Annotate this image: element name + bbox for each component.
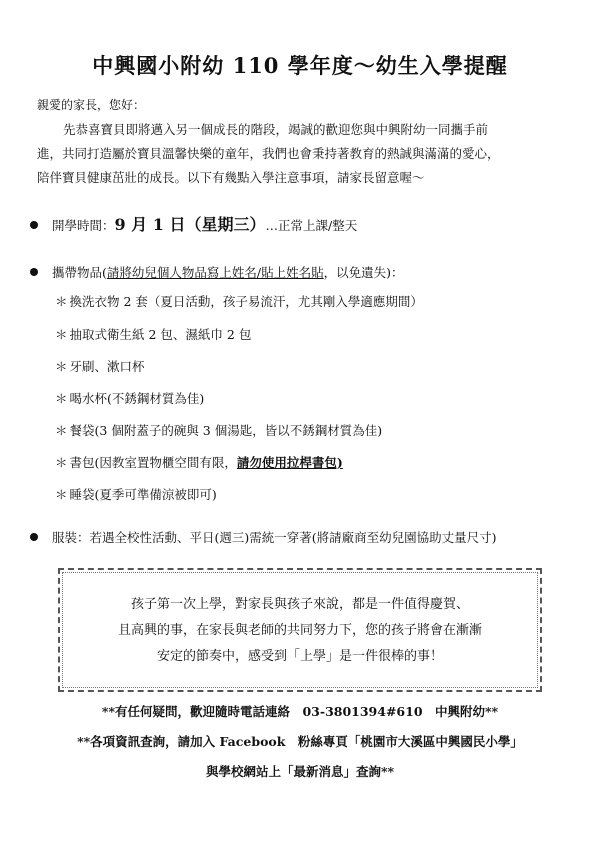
bullet-icon	[30, 221, 38, 229]
supply-item-text: 牙刷、漱口杯	[69, 359, 145, 374]
footer-contact: **有任何疑問，歡迎隨時電話連絡 03-3801394#610 中興附幼**	[101, 704, 499, 719]
star-icon: ＊	[55, 294, 68, 309]
supply-item-text: 抽取式衛生紙 2 包、濕紙巾 2 包	[69, 327, 252, 342]
supply-item-bag	[55, 453, 343, 471]
intro-line: 陪伴寶貝健康茁壯的成長。以下有幾點入學注意事項，請家長留意喔～	[37, 170, 425, 185]
star-icon: ＊	[55, 359, 68, 374]
page-title: 中興國小附幼 110 學年度～幼生入學提醒	[92, 53, 508, 78]
bag-warning: 請勿使用拉桿書包)	[236, 455, 343, 470]
bullet-icon	[30, 268, 38, 276]
intro-line: 進，共同打造屬於寶貝溫馨快樂的童年，我們也會秉持著教育的熱誠與滿滿的愛心，	[37, 146, 500, 161]
supply-item	[55, 421, 382, 439]
star-icon: ＊	[55, 487, 68, 502]
star-icon: ＊	[55, 455, 68, 470]
notice-line: 孩子第一次上學，對家長與孩子來說，都是一件值得慶賀、	[130, 597, 469, 612]
supplies-label-underlined: 請將幼兒個人物品寫上姓名/貼上姓名貼	[106, 265, 324, 280]
supplies-row	[30, 263, 404, 281]
star-icon: ＊	[55, 391, 68, 406]
footer-facebook: **各項資訊查詢，請加入 Facebook 粉絲專頁「桃園市大溪區中興國民小學」	[77, 734, 523, 749]
notice-line: 安定的節奏中，感受到「上學」是一件很棒的事！	[156, 649, 443, 664]
supply-item-text: 書包(因教室置物櫃空間有限，	[69, 455, 237, 470]
star-icon: ＊	[55, 327, 68, 342]
school-start-note: …正常上課/整天	[265, 218, 358, 233]
notice-line: 且高興的事，在家長與老師的共同努力下，您的孩子將會在漸漸	[117, 623, 482, 638]
intro-paragraph	[37, 118, 572, 190]
notice-box	[58, 568, 542, 692]
supply-item	[55, 485, 217, 503]
supply-item	[55, 389, 204, 407]
uniform-row	[30, 528, 497, 546]
school-start-label: 開學時間：	[52, 218, 115, 233]
supply-item	[55, 325, 251, 343]
supply-item	[55, 292, 423, 310]
supply-item-text: 睡袋(夏季可準備涼被即可)	[69, 487, 217, 502]
supply-item-text: 喝水杯(不銹鋼材質為佳)	[69, 391, 205, 406]
uniform-text: 服裝：若遇全校性活動、平日(週三)需統一穿著(將請廠商至幼兒園協助丈量尺寸)	[52, 530, 497, 545]
greeting: 親愛的家長，您好：	[37, 98, 146, 112]
intro-line: 先恭喜寶貝即將邁入另一個成長的階段，竭誠的歡迎您與中興附幼一同攜手前	[63, 122, 489, 137]
school-start-row	[30, 212, 357, 235]
supply-item-text: 換洗衣物 2 套（夏日活動，孩子易流汗，尤其剛入學適應期間）	[69, 294, 423, 309]
footer-website: 與學校網站上「最新消息」查詢**	[205, 764, 395, 779]
notice-text	[60, 592, 540, 670]
star-icon: ＊	[55, 423, 68, 438]
bullet-icon	[30, 533, 38, 541]
supplies-label-end: ，以免遺失)：	[323, 265, 404, 280]
supply-item-text: 餐袋(3 個附蓋子的碗與 3 個湯匙，皆以不銹鋼材質為佳)	[69, 423, 383, 438]
supply-item	[55, 357, 145, 375]
supplies-label: 攜帶物品(	[52, 265, 107, 280]
school-start-date: 9 月 1 日（星期三）	[114, 215, 266, 234]
